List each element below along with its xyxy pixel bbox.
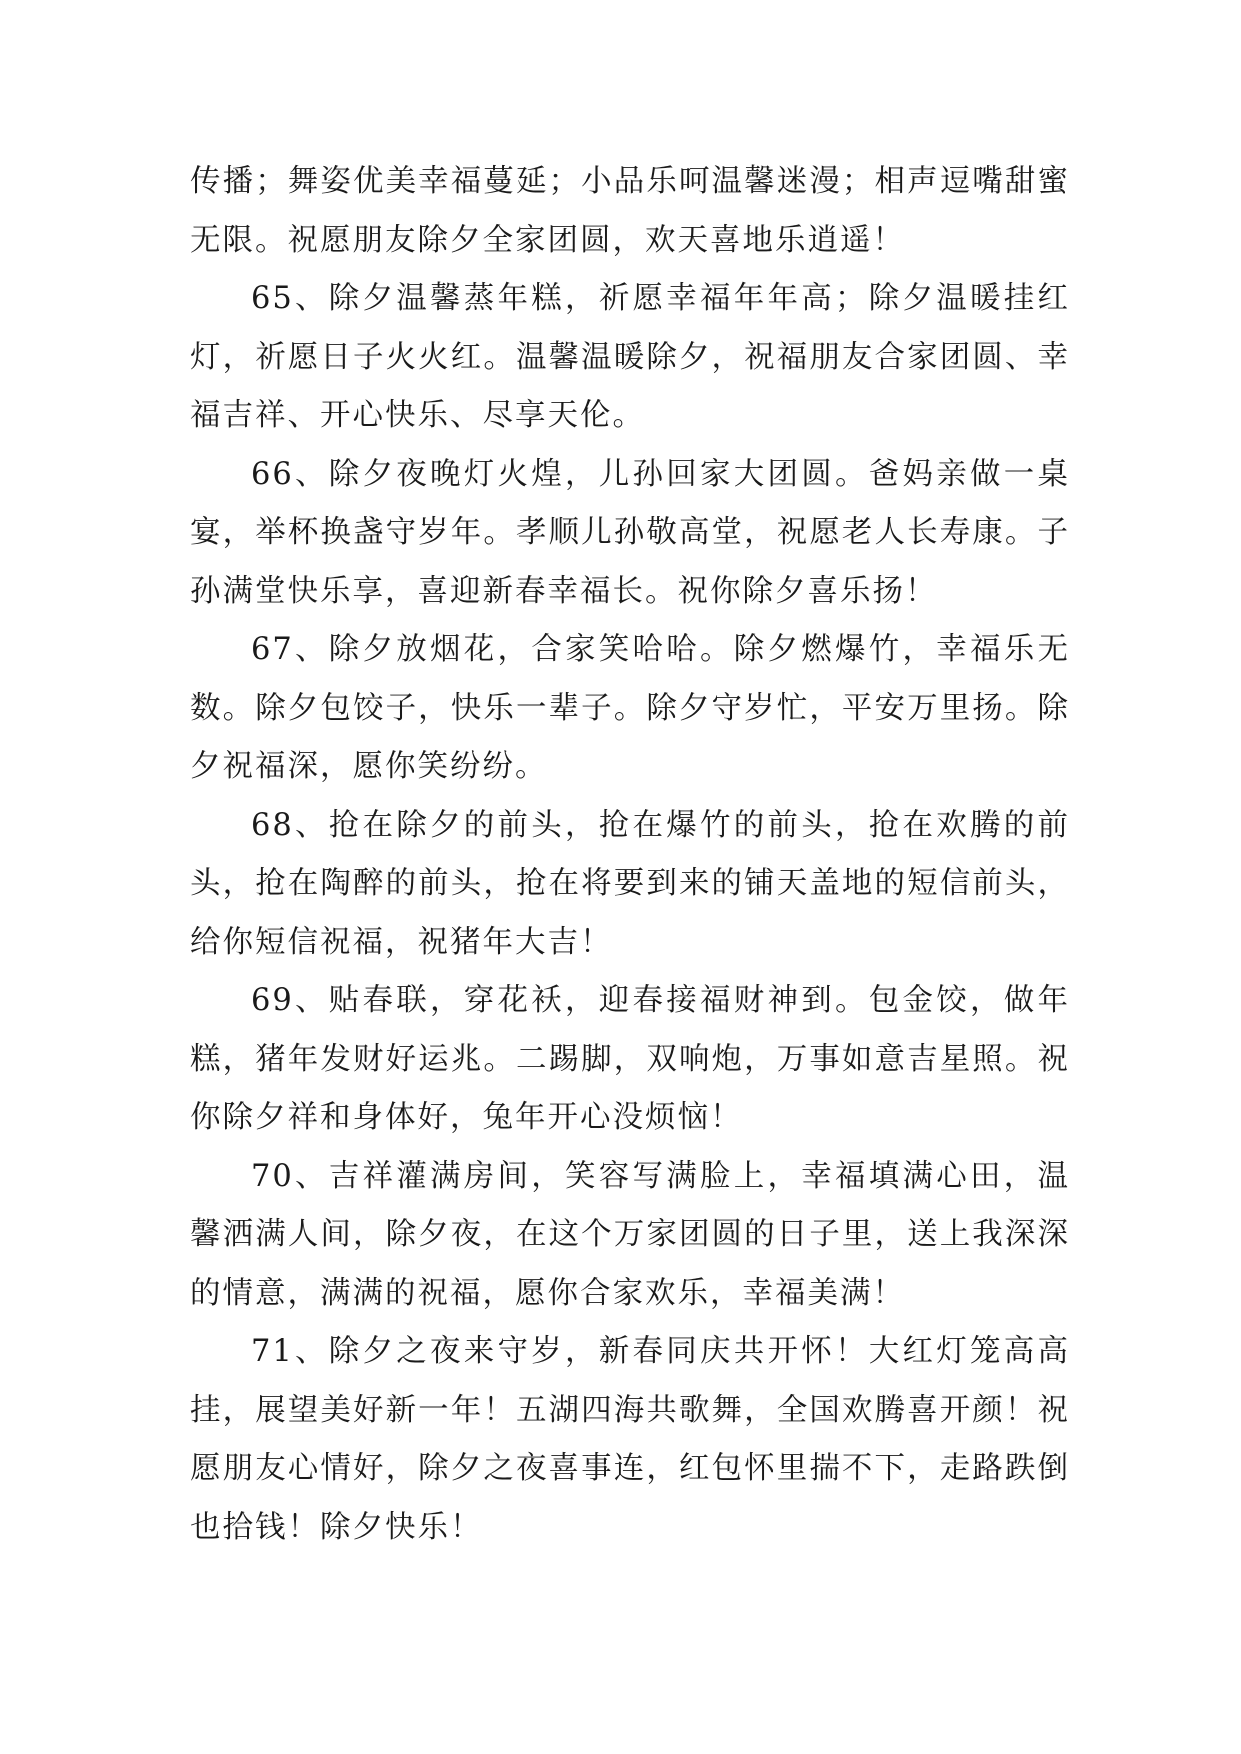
document-body xyxy=(190,153,1070,1557)
paragraph-69: 69、贴春联，穿花袄，迎春接福财神到。包金饺，做年糕，猪年发财好运兆。二踢脚，双响炮，万事如意吉星照。祝你除夕祥和身体好，兔年开心没烦恼！ xyxy=(190,983,1070,1135)
paragraph-68: 68、抢在除夕的前头，抢在爆竹的前头，抢在欢腾的前头，抢在陶醉的前头，抢在将要到来的铺天盖地的短信前头，给你短信祝福，祝猪年大吉！ xyxy=(190,807,1070,960)
paragraph-64-continuation: 传播；舞姿优美幸福蔓延；小品乐呵温馨迷漫；相声逗嘴甜蜜无限。祝愿朋友除夕全家团圆，欢天喜地乐逍遥！ xyxy=(190,164,1070,258)
paragraph-65: 65、除夕温馨蒸年糕，祈愿幸福年年高；除夕温暖挂红灯，祈愿日子火火红。温馨温暖除夕，祝福朋友合家团圆、幸福吉祥、开心快乐、尽享天伦。 xyxy=(190,281,1070,433)
paragraph-67: 67、除夕放烟花，合家笑哈哈。除夕燃爆竹，幸福乐无数。除夕包饺子，快乐一辈子。除夕守岁忙，平安万里扬。除夕祝福深，愿你笑纷纷。 xyxy=(190,632,1070,784)
paragraph-71: 71、除夕之夜来守岁，新春同庆共开怀！大红灯笼高高挂，展望美好新一年！五湖四海共歌舞，全国欢腾喜开颜！祝愿朋友心情好，除夕之夜喜事连，红包怀里揣不下，走路跌倒也拾钱！除夕快乐！ xyxy=(190,1334,1070,1545)
paragraph-66: 66、除夕夜晚灯火煌，儿孙回家大团圆。爸妈亲做一桌宴，举杯换盏守岁年。孝顺儿孙敬高堂，祝愿老人长寿康。子孙满堂快乐享，喜迎新春幸福长。祝你除夕喜乐扬！ xyxy=(190,456,1070,609)
paragraph-70: 70、吉祥灌满房间，笑容写满脸上，幸福填满心田，温馨洒满人间，除夕夜，在这个万家团圆的日子里，送上我深深的情意，满满的祝福，愿你合家欢乐，幸福美满！ xyxy=(190,1158,1070,1311)
